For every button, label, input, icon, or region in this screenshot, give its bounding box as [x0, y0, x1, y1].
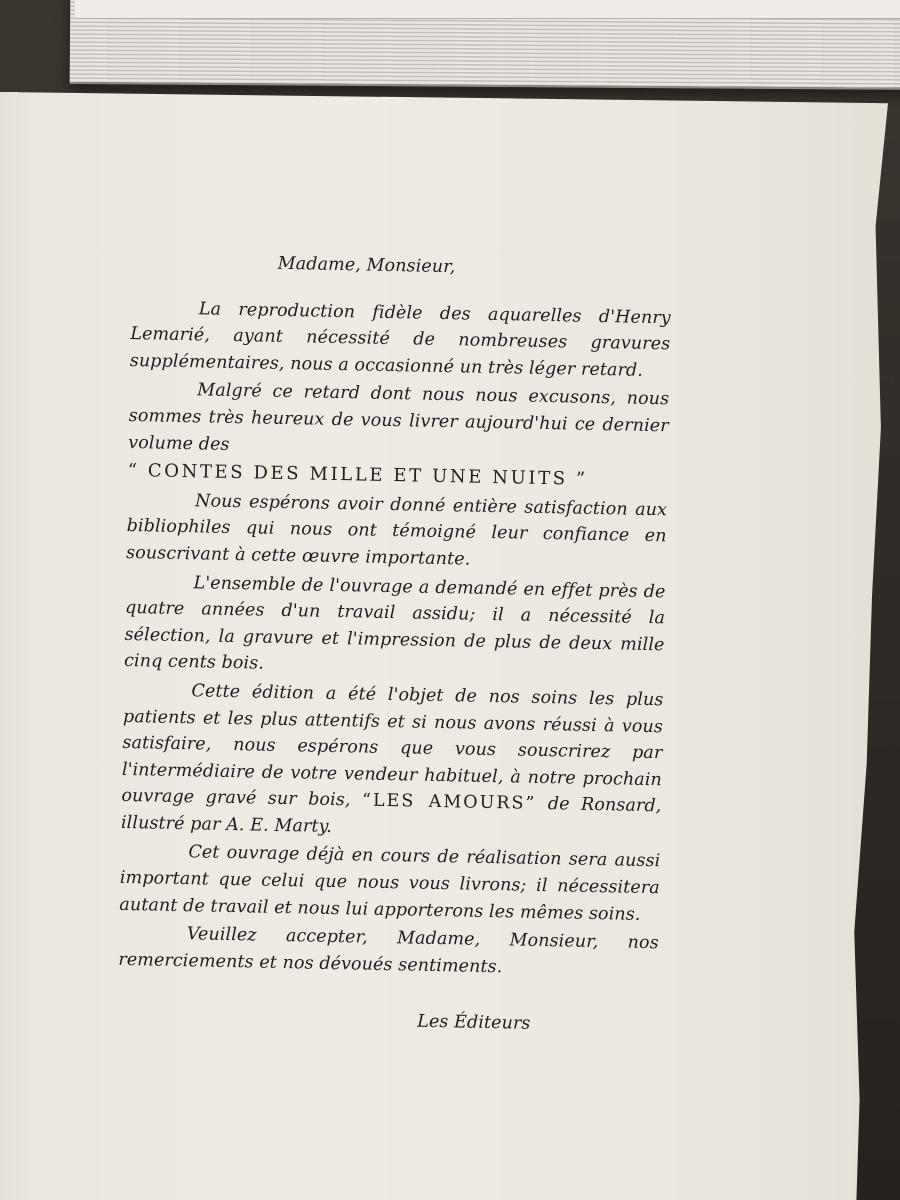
paragraph-ensemble: L'ensemble de l'ouvrage a demandé en effet près de quatre années d'un travail assidu; il a nécessité la sélection, la gravure et l'impression de plus de deux mille cinq cents bois.: [123, 572, 666, 674]
letter-body: [117, 248, 672, 1040]
paragraph-edition: [121, 677, 664, 847]
paragraph-closing: Veuillez accepter, Madame, Monsieur, nos remerciements et nos dévoués sentiments.: [118, 924, 659, 978]
paragraph-satisfaction: Nous espérons avoir donné entière satisfaction aux bibliophiles qui nous ont témoigné leur confiance en souscrivant à cette œuvre importante.: [125, 491, 668, 570]
paragraph-retard: [127, 376, 669, 495]
page-stack-top-sheet: [75, 0, 900, 19]
paragraph-edition-text: Cette édition a été l'objet de nos soins les plus patients et les plus attentifs et si nous avons réussi à vous satisfaire, nous espérons que vous souscrirez par l'intermédiaire de votre vendeur habituel, à notre prochain ouvrage gravé sur bois,: [121, 681, 664, 811]
work-title: “ CONTES DES MILLE ET UNE NUITS ”: [127, 460, 588, 490]
salutation: Madame, Monsieur,: [277, 253, 456, 278]
paragraph-retard-text: Malgré ce retard dont nous nous excusons, nous sommes très heureux de vous livrer aujourd'hui ce dernier volume des: [128, 380, 670, 455]
next-work-title: “LES AMOURS”: [361, 790, 537, 815]
paragraph-edition-end: de Ronsard, illustré par A. E. Marty.: [120, 794, 662, 837]
signature: Les Éditeurs: [417, 1012, 531, 1035]
paragraph-reproduction: La reproduction fidèle des aquarelles d'Henry Lemarié, ayant nécessité de nombreuses gravures supplémentaires, nous a occasionné un très léger retard.: [129, 298, 671, 381]
paragraph-ouvrage: Cet ouvrage déjà en cours de réalisation sera aussi important que celui que nous vous livrons; il nécessitera autant de travail et nous lui apporterons les mêmes soins.: [119, 842, 661, 925]
